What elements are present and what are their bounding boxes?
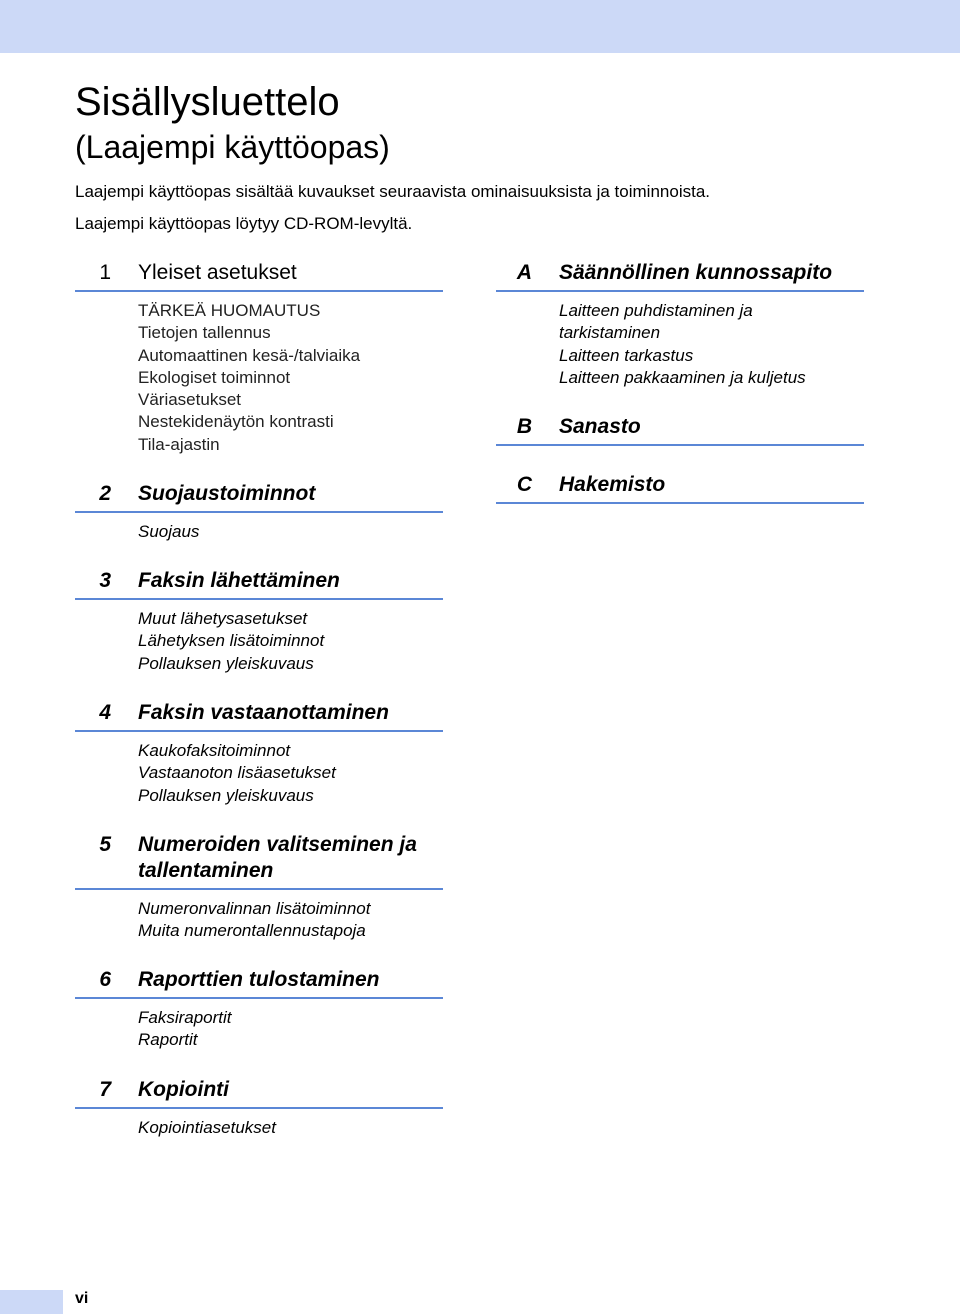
chapter-number: 1 — [99, 261, 111, 284]
chapter-title[interactable] — [138, 832, 448, 884]
toc-item[interactable]: Nestekidenäytön kontrasti — [138, 412, 334, 432]
toc-item[interactable]: Tila-ajastin — [138, 434, 220, 454]
toc-item[interactable]: Tietojen tallennus — [138, 323, 271, 343]
toc-chapter-5[interactable] — [75, 832, 443, 890]
toc-chapter-7[interactable] — [75, 1077, 443, 1109]
toc-item[interactable]: Suojaus — [138, 522, 200, 541]
chapter-number: 6 — [99, 968, 111, 991]
page-subtitle: (Laajempi käyttöopas) — [75, 129, 390, 165]
chapter-title[interactable]: Suojaustoiminnot — [138, 482, 316, 505]
chapter-number: 7 — [99, 1078, 111, 1101]
toc-item[interactable]: Lähetyksen lisätoiminnot — [138, 631, 325, 651]
toc-chapter-1[interactable] — [75, 260, 443, 292]
toc-item[interactable]: Kopiointiasetukset — [138, 1118, 276, 1137]
appendix-letter: B — [516, 415, 532, 438]
toc-item[interactable]: Ekologiset toiminnot — [138, 367, 291, 387]
page-title: Sisällysluettelo — [75, 80, 340, 124]
toc-chapter-4[interactable] — [75, 700, 443, 732]
chapter-title[interactable]: Faksin lähettäminen — [138, 569, 340, 592]
intro-text-line-1: Laajempi käyttöopas sisältää kuvaukset seuraavista ominaisuuksista ja toiminnoista. — [75, 182, 710, 201]
chapter-title[interactable]: Raporttien tulostaminen — [138, 968, 380, 991]
toc-item[interactable]: Pollauksen yleiskuvaus — [138, 653, 314, 673]
top-header-band — [0, 0, 960, 53]
toc-item[interactable]: Numeronvalinnan lisätoiminnot — [138, 899, 371, 918]
toc-chapter-6[interactable] — [75, 967, 443, 999]
toc-appendix-b[interactable] — [496, 414, 864, 446]
appendix-letter: A — [516, 261, 532, 284]
footer-tab — [0, 1290, 63, 1314]
toc-item[interactable]: Laitteen puhdistaminen ja — [559, 301, 753, 320]
chapter-number: 2 — [99, 482, 111, 505]
appendix-letter: C — [516, 473, 532, 496]
toc-item[interactable]: tarkistaminen — [559, 323, 661, 343]
toc-chapter-4-items — [138, 740, 336, 807]
toc-chapter-2[interactable] — [75, 481, 443, 513]
chapter-title-line-2: tallentaminen — [138, 859, 274, 882]
toc-item[interactable]: TÄRKEÄ HUOMAUTUS — [138, 301, 321, 320]
toc-item[interactable]: Kaukofaksitoiminnot — [138, 741, 291, 760]
toc-appendix-a-items — [559, 300, 806, 389]
chapter-title[interactable]: Yleiset asetukset — [138, 261, 297, 284]
toc-item[interactable]: Väriasetukset — [138, 390, 241, 410]
toc-item[interactable]: Muita numerontallennustapoja — [138, 921, 366, 941]
toc-item[interactable]: Pollauksen yleiskuvaus — [138, 785, 314, 805]
toc-appendix-c[interactable] — [496, 472, 864, 504]
toc-chapter-3[interactable] — [75, 568, 443, 600]
toc-chapter-7-items — [138, 1117, 276, 1139]
toc-item[interactable]: Faksiraportit — [138, 1008, 232, 1027]
chapter-title[interactable]: Faksin vastaanottaminen — [138, 701, 389, 724]
toc-item[interactable]: Automaattinen kesä-/talviaika — [138, 345, 361, 365]
toc-item[interactable]: Vastaanoton lisäasetukset — [138, 763, 336, 783]
toc-chapter-2-items — [138, 521, 199, 543]
chapter-title-line-1: Numeroiden valitseminen ja — [138, 833, 417, 856]
toc-item[interactable]: Muut lähetysasetukset — [138, 609, 308, 628]
chapter-number: 5 — [99, 833, 111, 856]
page-number: vi — [75, 1290, 89, 1307]
toc-item[interactable]: Raportit — [138, 1030, 198, 1050]
chapter-number: 4 — [99, 701, 111, 724]
chapter-number: 3 — [99, 569, 111, 592]
toc-chapter-5-items — [138, 898, 370, 943]
appendix-title[interactable]: Sanasto — [559, 415, 641, 438]
toc-appendix-a[interactable] — [496, 260, 864, 292]
appendix-title[interactable]: Säännöllinen kunnossapito — [559, 261, 833, 284]
toc-item[interactable]: Laitteen pakkaaminen ja kuljetus — [559, 367, 806, 387]
toc-chapter-3-items — [138, 608, 324, 675]
intro-text-line-2: Laajempi käyttöopas löytyy CD-ROM-levyltä. — [75, 214, 413, 233]
appendix-title[interactable]: Hakemisto — [559, 473, 666, 496]
chapter-title[interactable]: Kopiointi — [138, 1078, 229, 1101]
toc-chapter-6-items — [138, 1007, 232, 1052]
toc-item[interactable]: Laitteen tarkastus — [559, 345, 694, 365]
toc-chapter-1-items — [138, 300, 360, 456]
